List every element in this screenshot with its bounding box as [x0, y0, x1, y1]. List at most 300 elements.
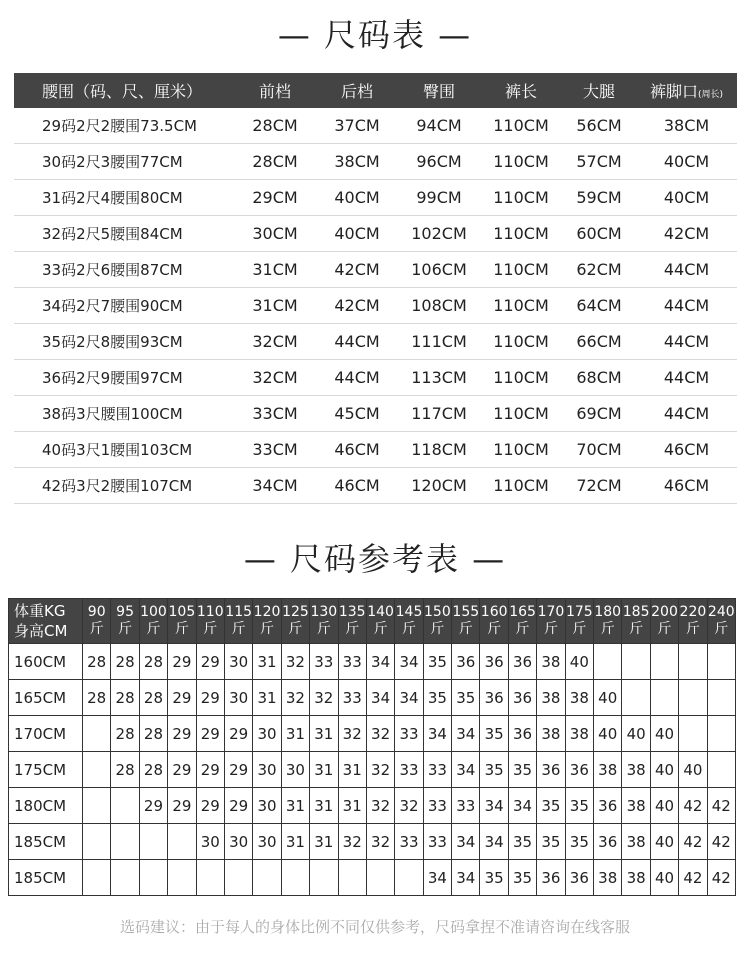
table-row	[14, 432, 737, 468]
table-cell: 117CM	[411, 404, 467, 423]
weight-header-cell: 155 斤	[452, 599, 480, 644]
size-cell: 36	[480, 680, 508, 716]
size-cell: 40	[679, 752, 707, 788]
size-cell	[196, 860, 224, 896]
size-cell	[139, 860, 167, 896]
size-cell: 28	[111, 716, 139, 752]
size-table-header-cell: 臀围	[422, 82, 455, 101]
size-cell: 40	[650, 716, 678, 752]
size-cell	[395, 860, 423, 896]
size-cell: 36	[594, 788, 622, 824]
size-table	[14, 73, 737, 504]
size-cell: 30	[281, 752, 309, 788]
size-cell: 36	[508, 716, 536, 752]
table-cell: 110CM	[493, 368, 549, 387]
size-cell: 31	[338, 788, 366, 824]
size-cell: 28	[139, 644, 167, 680]
table-cell: 40CM	[334, 188, 380, 207]
size-cell: 42	[679, 788, 707, 824]
height-label: 160CM	[9, 644, 83, 680]
size-cell	[707, 752, 735, 788]
size-reference-table	[8, 598, 736, 896]
size-cell: 32	[281, 644, 309, 680]
size-cell: 40	[650, 788, 678, 824]
size-cell: 28	[111, 752, 139, 788]
size-cell: 29	[224, 716, 252, 752]
size-cell: 28	[83, 644, 111, 680]
table-cell: 42CM	[663, 224, 710, 243]
table-row	[14, 396, 737, 432]
size-cell: 36	[452, 644, 480, 680]
size-cell: 30	[196, 824, 224, 860]
size-cell	[679, 680, 707, 716]
size-table-body	[14, 108, 737, 504]
size-cell: 42	[707, 860, 735, 896]
size-table-header-cell: 大腿	[582, 82, 615, 101]
weight-header-cell: 240 斤	[707, 599, 735, 644]
weight-header-cell: 150 斤	[423, 599, 451, 644]
size-cell: 30	[253, 716, 281, 752]
size-cell: 29	[168, 644, 196, 680]
table-row	[9, 788, 736, 824]
table-cell: 46CM	[663, 476, 710, 495]
size-cell: 40	[650, 860, 678, 896]
size-cell: 30	[253, 752, 281, 788]
size-cell: 33	[395, 752, 423, 788]
weight-header-cell: 180 斤	[594, 599, 622, 644]
table-cell: 34码2尺7腰围90CM	[42, 297, 183, 315]
size-cell: 30	[253, 788, 281, 824]
size-cell: 31	[310, 824, 338, 860]
table-cell: 42CM	[334, 296, 380, 315]
size-cell: 32	[281, 680, 309, 716]
size-cell: 40	[622, 716, 650, 752]
table-cell: 38码3尺腰围100CM	[42, 405, 183, 423]
size-chart-title: — 尺码表 —	[277, 16, 473, 54]
height-label: 185CM	[9, 824, 83, 860]
size-cell: 40	[565, 644, 593, 680]
table-cell: 110CM	[493, 224, 549, 243]
size-cell	[168, 860, 196, 896]
size-cell: 35	[508, 824, 536, 860]
size-cell: 35	[508, 752, 536, 788]
size-cell: 40	[594, 680, 622, 716]
weight-header-cell: 175 斤	[565, 599, 593, 644]
size-cell: 40	[650, 824, 678, 860]
table-cell: 44CM	[334, 368, 380, 387]
table-cell: 42CM	[334, 260, 380, 279]
table-cell: 44CM	[663, 368, 710, 387]
table-row	[14, 252, 737, 288]
size-cell: 38	[622, 860, 650, 896]
table-cell: 110CM	[493, 116, 549, 135]
size-cell: 42	[707, 788, 735, 824]
size-cell: 28	[139, 680, 167, 716]
table-cell: 38CM	[663, 116, 710, 135]
size-cell: 29	[139, 788, 167, 824]
size-cell: 35	[565, 824, 593, 860]
size-cell	[168, 824, 196, 860]
table-cell: 56CM	[576, 116, 622, 135]
size-cell: 30	[224, 644, 252, 680]
table-cell: 33CM	[252, 404, 298, 423]
size-cell: 42	[707, 824, 735, 860]
weight-header-cell: 105 斤	[168, 599, 196, 644]
size-cell: 36	[508, 644, 536, 680]
size-cell: 31	[281, 788, 309, 824]
table-cell: 70CM	[576, 440, 622, 459]
size-cell: 42	[679, 824, 707, 860]
table-cell: 37CM	[334, 116, 380, 135]
size-cell: 38	[594, 860, 622, 896]
size-cell: 35	[423, 680, 451, 716]
table-cell: 36码2尺9腰围97CM	[42, 369, 183, 387]
size-cell: 29	[196, 716, 224, 752]
size-cell: 35	[480, 752, 508, 788]
size-cell	[253, 860, 281, 896]
table-row	[14, 360, 737, 396]
weight-header-cell: 130 斤	[310, 599, 338, 644]
size-cell: 31	[281, 824, 309, 860]
size-cell	[679, 644, 707, 680]
table-row	[14, 324, 737, 360]
size-cell: 34	[423, 860, 451, 896]
table-cell: 32码2尺5腰围84CM	[42, 225, 183, 243]
table-row	[14, 216, 737, 252]
size-cell: 34	[452, 860, 480, 896]
size-cell: 28	[111, 644, 139, 680]
table-cell: 57CM	[576, 152, 622, 171]
size-cell: 31	[338, 752, 366, 788]
table-cell: 111CM	[411, 332, 467, 351]
size-advice-note: 选码建议：由于每人的身体比例不同仅供参考，尺码拿捏不准请咨询在线客服	[119, 918, 630, 936]
size-cell: 33	[423, 752, 451, 788]
size-cell	[622, 644, 650, 680]
table-cell: 110CM	[493, 152, 549, 171]
table-cell: 110CM	[493, 188, 549, 207]
size-cell	[707, 716, 735, 752]
size-table-header-cell: 前档	[258, 82, 291, 101]
size-cell: 38	[565, 680, 593, 716]
table-cell: 110CM	[493, 332, 549, 351]
size-cell: 34	[508, 788, 536, 824]
size-cell	[224, 860, 252, 896]
size-cell: 29	[168, 752, 196, 788]
size-cell: 31	[281, 716, 309, 752]
table-cell: 46CM	[334, 440, 380, 459]
table-cell: 31CM	[252, 296, 298, 315]
table-cell: 64CM	[576, 296, 622, 315]
size-cell	[111, 788, 139, 824]
size-cell: 34	[366, 680, 394, 716]
size-cell: 38	[537, 680, 565, 716]
size-cell: 36	[480, 644, 508, 680]
size-cell: 35	[508, 860, 536, 896]
size-cell: 35	[480, 860, 508, 896]
table-cell: 32CM	[252, 332, 298, 351]
size-cell	[622, 680, 650, 716]
height-label: 180CM	[9, 788, 83, 824]
size-cell	[310, 860, 338, 896]
size-cell: 29	[196, 788, 224, 824]
table-cell: 118CM	[411, 440, 467, 459]
table-cell: 31CM	[252, 260, 298, 279]
table-cell: 40CM	[334, 224, 380, 243]
size-cell: 31	[310, 716, 338, 752]
size-cell: 42	[679, 860, 707, 896]
table-cell: 94CM	[416, 116, 462, 135]
table-cell: 46CM	[663, 440, 710, 459]
table-cell: 38CM	[334, 152, 380, 171]
size-cell	[650, 680, 678, 716]
weight-height-corner: 体重KG 身高CM	[9, 599, 83, 644]
size-cell: 40	[650, 752, 678, 788]
size-cell: 38	[537, 716, 565, 752]
weight-header-cell: 160 斤	[480, 599, 508, 644]
reference-header-row	[9, 599, 736, 644]
size-cell: 36	[565, 752, 593, 788]
size-cell: 36	[537, 752, 565, 788]
weight-header-cell: 95 斤	[111, 599, 139, 644]
table-cell: 62CM	[576, 260, 622, 279]
size-cell: 33	[452, 788, 480, 824]
table-cell: 44CM	[663, 404, 710, 423]
size-cell: 35	[537, 788, 565, 824]
size-cell	[281, 860, 309, 896]
size-cell: 32	[366, 788, 394, 824]
table-cell: 120CM	[411, 476, 467, 495]
size-cell	[594, 644, 622, 680]
table-row	[14, 180, 737, 216]
size-cell: 38	[622, 752, 650, 788]
size-cell	[83, 752, 111, 788]
size-cell: 29	[196, 680, 224, 716]
table-cell: 31码2尺4腰围80CM	[42, 189, 183, 207]
size-cell: 35	[565, 788, 593, 824]
size-cell: 30	[224, 824, 252, 860]
size-reference-title: — 尺码参考表 —	[243, 540, 507, 578]
size-cell: 29	[224, 788, 252, 824]
size-table-header-cell: 腰围（码、尺、厘米）	[42, 82, 203, 101]
size-cell: 33	[310, 644, 338, 680]
weight-header-cell: 110 斤	[196, 599, 224, 644]
table-cell: 40CM	[663, 152, 710, 171]
weight-header-cell: 170 斤	[537, 599, 565, 644]
weight-header-cell: 100 斤	[139, 599, 167, 644]
table-cell: 110CM	[493, 476, 549, 495]
size-cell: 32	[338, 716, 366, 752]
size-cell: 30	[253, 824, 281, 860]
table-cell: 44CM	[663, 332, 710, 351]
size-cell	[338, 860, 366, 896]
table-cell: 44CM	[334, 332, 380, 351]
size-cell: 31	[253, 680, 281, 716]
table-cell: 32CM	[252, 368, 298, 387]
size-cell: 34	[395, 644, 423, 680]
size-table-header-cell: 裤脚口(周长)	[649, 82, 724, 101]
table-cell: 108CM	[411, 296, 467, 315]
size-cell: 32	[366, 752, 394, 788]
size-cell: 36	[565, 860, 593, 896]
size-cell: 32	[395, 788, 423, 824]
size-cell: 31	[253, 644, 281, 680]
reference-table-body	[9, 644, 736, 896]
size-cell: 34	[395, 680, 423, 716]
table-cell: 66CM	[576, 332, 622, 351]
size-cell: 31	[310, 788, 338, 824]
table-cell: 33CM	[252, 440, 298, 459]
size-cell: 32	[366, 824, 394, 860]
size-cell: 38	[622, 824, 650, 860]
table-cell: 30CM	[252, 224, 298, 243]
height-label: 170CM	[9, 716, 83, 752]
size-cell: 33	[395, 824, 423, 860]
table-cell: 106CM	[411, 260, 467, 279]
table-cell: 45CM	[334, 404, 380, 423]
table-row	[9, 644, 736, 680]
size-cell: 28	[139, 752, 167, 788]
size-cell	[707, 644, 735, 680]
table-cell: 72CM	[576, 476, 622, 495]
table-row	[9, 860, 736, 896]
weight-header-cell: 115 斤	[224, 599, 252, 644]
size-cell: 33	[423, 824, 451, 860]
table-cell: 110CM	[493, 260, 549, 279]
table-cell: 46CM	[334, 476, 380, 495]
table-cell: 69CM	[576, 404, 622, 423]
size-cell: 30	[224, 680, 252, 716]
size-cell: 33	[423, 788, 451, 824]
size-cell: 29	[196, 752, 224, 788]
table-cell: 28CM	[252, 152, 298, 171]
weight-header-cell: 125 斤	[281, 599, 309, 644]
size-cell: 38	[594, 752, 622, 788]
size-cell: 33	[338, 680, 366, 716]
size-cell: 38	[565, 716, 593, 752]
size-cell: 29	[224, 752, 252, 788]
table-cell: 40CM	[663, 188, 710, 207]
weight-header-cell: 145 斤	[395, 599, 423, 644]
size-cell	[366, 860, 394, 896]
weight-header-cell: 140 斤	[366, 599, 394, 644]
size-cell: 35	[537, 824, 565, 860]
table-cell: 44CM	[663, 296, 710, 315]
size-cell: 35	[423, 644, 451, 680]
size-cell: 32	[310, 680, 338, 716]
table-cell: 33码2尺6腰围87CM	[42, 261, 183, 279]
size-cell: 33	[338, 644, 366, 680]
perimeter-note: (周长)	[697, 90, 724, 100]
size-cell: 33	[395, 716, 423, 752]
table-row	[9, 824, 736, 860]
table-row	[9, 680, 736, 716]
weight-header-cell: 200 斤	[650, 599, 678, 644]
size-cell: 31	[310, 752, 338, 788]
table-cell: 102CM	[411, 224, 467, 243]
size-cell: 34	[452, 824, 480, 860]
table-row	[14, 144, 737, 180]
size-cell: 28	[83, 680, 111, 716]
table-cell: 35码2尺8腰围93CM	[42, 333, 183, 351]
size-cell: 28	[111, 680, 139, 716]
size-cell: 32	[366, 716, 394, 752]
size-cell	[707, 680, 735, 716]
table-cell: 60CM	[576, 224, 622, 243]
table-cell: 110CM	[493, 440, 549, 459]
size-cell: 34	[452, 716, 480, 752]
table-row	[14, 468, 737, 504]
weight-header-cell: 90 斤	[83, 599, 111, 644]
size-cell: 38	[537, 644, 565, 680]
size-cell: 29	[168, 716, 196, 752]
size-cell: 36	[594, 824, 622, 860]
table-row	[9, 716, 736, 752]
table-cell: 40码3尺1腰围103CM	[42, 441, 193, 459]
table-cell: 30码2尺3腰围77CM	[42, 153, 183, 171]
table-cell: 28CM	[252, 116, 298, 135]
size-cell: 34	[480, 824, 508, 860]
size-cell: 29	[168, 680, 196, 716]
table-cell: 110CM	[493, 296, 549, 315]
weight-header-cell: 135 斤	[338, 599, 366, 644]
table-cell: 44CM	[663, 260, 710, 279]
size-cell: 34	[480, 788, 508, 824]
weight-header-cell: 220 斤	[679, 599, 707, 644]
weight-header-cell: 165 斤	[508, 599, 536, 644]
weight-header-cell: 185 斤	[622, 599, 650, 644]
size-cell	[139, 824, 167, 860]
size-cell: 38	[622, 788, 650, 824]
table-cell: 113CM	[411, 368, 467, 387]
size-cell: 34	[366, 644, 394, 680]
height-label: 175CM	[9, 752, 83, 788]
table-row	[14, 108, 737, 144]
size-cell	[111, 860, 139, 896]
table-cell: 110CM	[493, 404, 549, 423]
size-cell: 34	[423, 716, 451, 752]
size-cell: 29	[168, 788, 196, 824]
size-cell: 36	[508, 680, 536, 716]
size-cell	[83, 860, 111, 896]
weight-header-cell: 120 斤	[253, 599, 281, 644]
size-cell: 28	[139, 716, 167, 752]
size-cell	[650, 644, 678, 680]
table-cell: 34CM	[252, 476, 298, 495]
table-cell: 99CM	[416, 188, 462, 207]
size-cell: 35	[480, 716, 508, 752]
size-cell	[679, 716, 707, 752]
size-table-header-cell: 裤长	[504, 82, 537, 101]
table-cell: 42码3尺2腰围107CM	[42, 477, 193, 495]
table-cell: 68CM	[576, 368, 622, 387]
size-cell	[111, 824, 139, 860]
table-cell: 29码2尺2腰围73.5CM	[42, 117, 197, 135]
size-cell: 36	[537, 860, 565, 896]
size-table-header	[14, 73, 737, 108]
size-cell: 34	[452, 752, 480, 788]
table-row	[14, 288, 737, 324]
height-label: 185CM	[9, 860, 83, 896]
size-cell: 35	[452, 680, 480, 716]
size-cell	[83, 716, 111, 752]
size-cell: 29	[196, 644, 224, 680]
table-row	[9, 752, 736, 788]
size-cell	[83, 788, 111, 824]
table-cell: 96CM	[416, 152, 462, 171]
table-cell: 29CM	[252, 188, 298, 207]
size-cell	[83, 824, 111, 860]
table-cell: 59CM	[576, 188, 622, 207]
